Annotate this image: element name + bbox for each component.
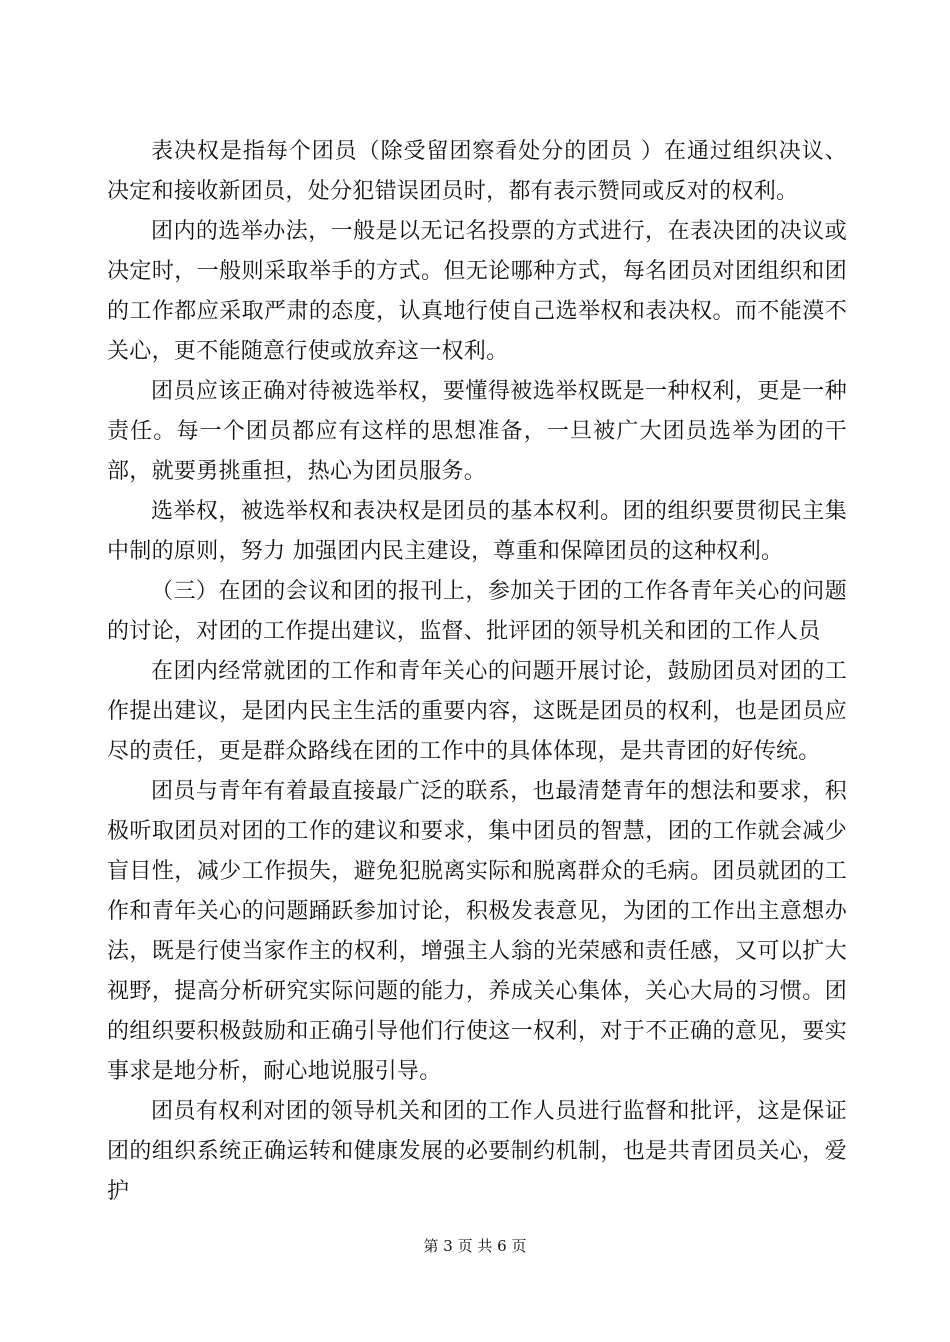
paragraph: 团内的选举办法，一般是以无记名投票的方式进行，在表决团的决议或决定时，一般则采取举手的方式。但无论哪种方式，每名团员对团组织和团的工作都应采取严肃的态度，认真地行使自己选举权和表决权。而不能漠不关心，更不能随意行使或放弃这一权利。 [107, 219, 847, 364]
paragraph: 在团内经常就团的工作和青年关心的问题开展讨论，鼓励团员对团的工作提出建议，是团内民主生活的重要内容，这既是团员的权利，也是团员应尽的责任，更是群众路线在团的工作中的具体体现，是共青团的好传统。 [107, 659, 847, 764]
page-footer [0, 1236, 950, 1256]
paragraph: 团员应该正确对待被选举权，要懂得被选举权既是一种权利，更是一种责任。每一个团员都应有这样的思想准备，一旦被广大团员选举为团的干部，就要勇挑重担，热心为团员服务。 [107, 379, 847, 484]
page-number: 第 3 页 共 6 页 [423, 1237, 527, 1255]
paragraph: （三）在团的会议和团的报刊上，参加关于团的工作各青年关心的问题的讨论，对团的工作提出建议，监督、批评团的领导机关和团的工作人员 [107, 579, 847, 644]
paragraph: 表决权是指每个团员（除受留团察看处分的团员 ）在通过组织决议、决定和接收新团员，处分犯错误团员时，都有表示赞同或反对的权利。 [107, 139, 847, 204]
paragraph: 团员有权利对团的领导机关和团的工作人员进行监督和批评，这是保证团的组织系统正确运转和健康发展的必要制约机制，也是共青团员关心，爱护 [107, 1099, 847, 1204]
paragraph: 团员与青年有着最直接最广泛的联系，也最清楚青年的想法和要求，积极听取团员对团的工作的建议和要求，集中团员的智慧，团的工作就会减少盲目性，减少工作损失，避免犯脱离实际和脱离群众的毛病。团员就团的工作和青年关心的问题踊跃参加讨论，积极发表意见，为团的工作出主意想办法，既是行使当家作主的权利，增强主人翁的光荣感和责任感，又可以扩大视野，提高分析研究实际问题的能力，养成关心集体，关心大局的习惯。团的组织要积极鼓励和正确引导他们行使这一权利，对于不正确的意见，要实事求是地分析，耐心地说服引导。 [107, 779, 847, 1084]
paragraph: 选举权，被选举权和表决权是团员的基本权利。团的组织要贯彻民主集中制的原则，努力 加强团内民主建设，尊重和保障团员的这种权利。 [107, 499, 847, 564]
body-text [107, 132, 847, 1212]
